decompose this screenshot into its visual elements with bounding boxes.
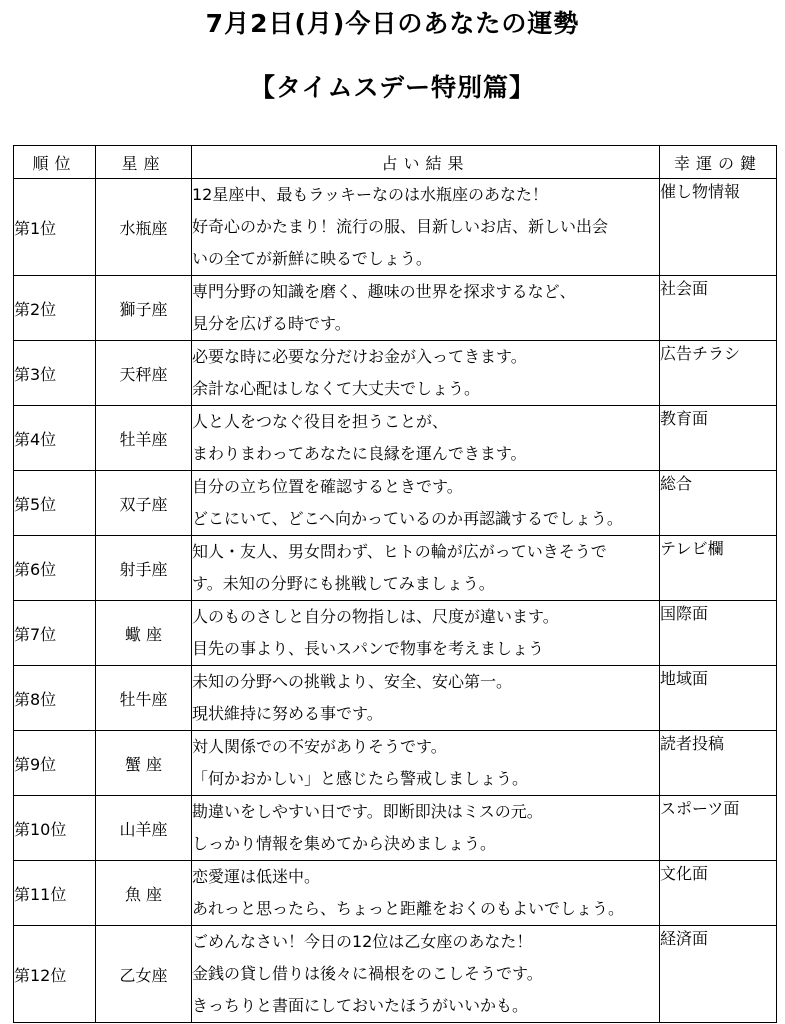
fortune-result-cell — [192, 276, 660, 341]
table-row — [14, 731, 777, 796]
fortune-result-line: 勘違いをしやすい日です。即断即決はミスの元。 — [192, 802, 543, 821]
fortune-result-line: 知人・友人、男女問わず、ヒトの輪が広がっていきそうで — [192, 542, 607, 561]
lucky-key-cell: 読者投稿 — [660, 731, 777, 796]
fortune-result-cell — [192, 341, 660, 406]
fortune-result-cell — [192, 666, 660, 731]
rank-cell: 第6位 — [14, 536, 96, 601]
fortune-result-line: 人のものさしと自分の物指しは、尺度が違います。 — [192, 607, 559, 626]
table-row — [14, 926, 777, 1023]
fortune-result-line: 対人関係での不安がありそうです。 — [192, 737, 447, 756]
fortune-result-line: いの全てが新鮮に映るでしょう。 — [192, 249, 432, 268]
table-row — [14, 536, 777, 601]
table-row — [14, 471, 777, 536]
fortune-result-cell — [192, 536, 660, 601]
fortune-result-line: 自分の立ち位置を確認するときです。 — [192, 477, 463, 496]
table-row — [14, 666, 777, 731]
fortune-result-cell — [192, 406, 660, 471]
table-row — [14, 796, 777, 861]
header-result: 占い結果 — [192, 146, 660, 179]
table-row — [14, 179, 777, 276]
rank-cell: 第2位 — [14, 276, 96, 341]
fortune-result-line: ごめんなさい！今日の12位は乙女座のあなた！ — [192, 932, 533, 951]
table-row — [14, 276, 777, 341]
fortune-result-line: 「何かおかしい」と感じたら警戒しましょう。 — [192, 769, 529, 788]
fortune-result-line: あれっと思ったら、ちょっと距離をおくのもよいでしょう。 — [192, 899, 625, 918]
page-title: 7月2日(月)今日のあなたの運勢 — [205, 9, 580, 38]
fortune-result-cell — [192, 731, 660, 796]
fortune-result-line: しっかり情報を集めてから決めましょう。 — [192, 834, 497, 853]
zodiac-sign-cell: 牡牛座 — [96, 666, 192, 731]
fortune-result-cell — [192, 471, 660, 536]
fortune-result-line: 人と人をつなぐ役目を担うことが、 — [192, 412, 449, 431]
rank-cell: 第4位 — [14, 406, 96, 471]
lucky-key-cell: スポーツ面 — [660, 796, 777, 861]
zodiac-sign-cell: 牡羊座 — [96, 406, 192, 471]
rank-cell: 第1位 — [14, 179, 96, 276]
zodiac-sign-cell: 獅子座 — [96, 276, 192, 341]
fortune-result-line: きっちりと書面にしておいたほうがいいかも。 — [192, 996, 529, 1015]
fortune-result-line: 余計な心配はしなくて大丈夫でしょう。 — [192, 379, 481, 398]
lucky-key-cell: テレビ欄 — [660, 536, 777, 601]
fortune-result-line: す。未知の分野にも挑戦してみましょう。 — [192, 574, 495, 593]
zodiac-sign-cell: 双子座 — [96, 471, 192, 536]
lucky-key-cell: 社会面 — [660, 276, 777, 341]
lucky-key-cell: 国際面 — [660, 601, 777, 666]
fortune-result-cell — [192, 926, 660, 1023]
page-subtitle: 【タイムスデー特別篇】 — [249, 73, 535, 102]
fortune-result-cell — [192, 796, 660, 861]
fortune-result-line: 見分を広げる時です。 — [192, 314, 351, 333]
fortune-result-line: 金銭の貸し借りは後々に禍根をのこしそうです。 — [192, 964, 543, 983]
zodiac-sign-cell: 水瓶座 — [96, 179, 192, 276]
fortune-table — [13, 145, 777, 1023]
fortune-result-line: まわりまわってあなたに良縁を運んできます。 — [192, 444, 527, 463]
rank-cell: 第7位 — [14, 601, 96, 666]
lucky-key-cell: 文化面 — [660, 861, 777, 926]
header-rank: 順位 — [14, 146, 96, 179]
fortune-result-line: 好奇心のかたまり！流行の服、目新しいお店、新しい出会 — [192, 217, 609, 236]
zodiac-sign-cell: 山羊座 — [96, 796, 192, 861]
fortune-result-line: どこにいて、どこへ向かっているのか再認識するでしょう。 — [192, 509, 623, 528]
fortune-result-line: 12星座中、最もラッキーなのは水瓶座のあなた！ — [192, 185, 549, 204]
zodiac-sign-cell: 天秤座 — [96, 341, 192, 406]
lucky-key-cell: 教育面 — [660, 406, 777, 471]
zodiac-sign-cell: 蠍 座 — [96, 601, 192, 666]
zodiac-sign-cell: 魚 座 — [96, 861, 192, 926]
rank-cell: 第3位 — [14, 341, 96, 406]
lucky-key-cell: 経済面 — [660, 926, 777, 1023]
zodiac-sign-cell: 乙女座 — [96, 926, 192, 1023]
header-key: 幸運の鍵 — [660, 146, 777, 179]
fortune-result-line: 恋愛運は低迷中。 — [192, 867, 321, 886]
fortune-result-cell — [192, 179, 660, 276]
rank-cell: 第10位 — [14, 796, 96, 861]
table-header-row — [14, 146, 777, 179]
table-row — [14, 406, 777, 471]
fortune-result-line: 未知の分野への挑戦より、安全、安心第一。 — [192, 672, 513, 691]
lucky-key-cell: 催し物情報 — [660, 179, 777, 276]
fortune-result-line: 目先の事より、長いスパンで物事を考えましょう — [192, 639, 545, 658]
fortune-result-line: 必要な時に必要な分だけお金が入ってきます。 — [192, 347, 527, 366]
table-body — [14, 179, 777, 1023]
rank-cell: 第11位 — [14, 861, 96, 926]
fortune-result-cell — [192, 601, 660, 666]
rank-cell: 第9位 — [14, 731, 96, 796]
table-row — [14, 861, 777, 926]
rank-cell: 第5位 — [14, 471, 96, 536]
table-row — [14, 341, 777, 406]
table-row — [14, 601, 777, 666]
lucky-key-cell: 総合 — [660, 471, 777, 536]
lucky-key-cell: 地域面 — [660, 666, 777, 731]
zodiac-sign-cell: 射手座 — [96, 536, 192, 601]
fortune-result-line: 専門分野の知識を磨く、趣味の世界を探求するなど、 — [192, 282, 576, 301]
fortune-result-line: 現状維持に努める事です。 — [192, 704, 383, 723]
header-sign: 星座 — [96, 146, 192, 179]
rank-cell: 第12位 — [14, 926, 96, 1023]
rank-cell: 第8位 — [14, 666, 96, 731]
zodiac-sign-cell: 蟹 座 — [96, 731, 192, 796]
lucky-key-cell: 広告チラシ — [660, 341, 777, 406]
fortune-result-cell — [192, 861, 660, 926]
